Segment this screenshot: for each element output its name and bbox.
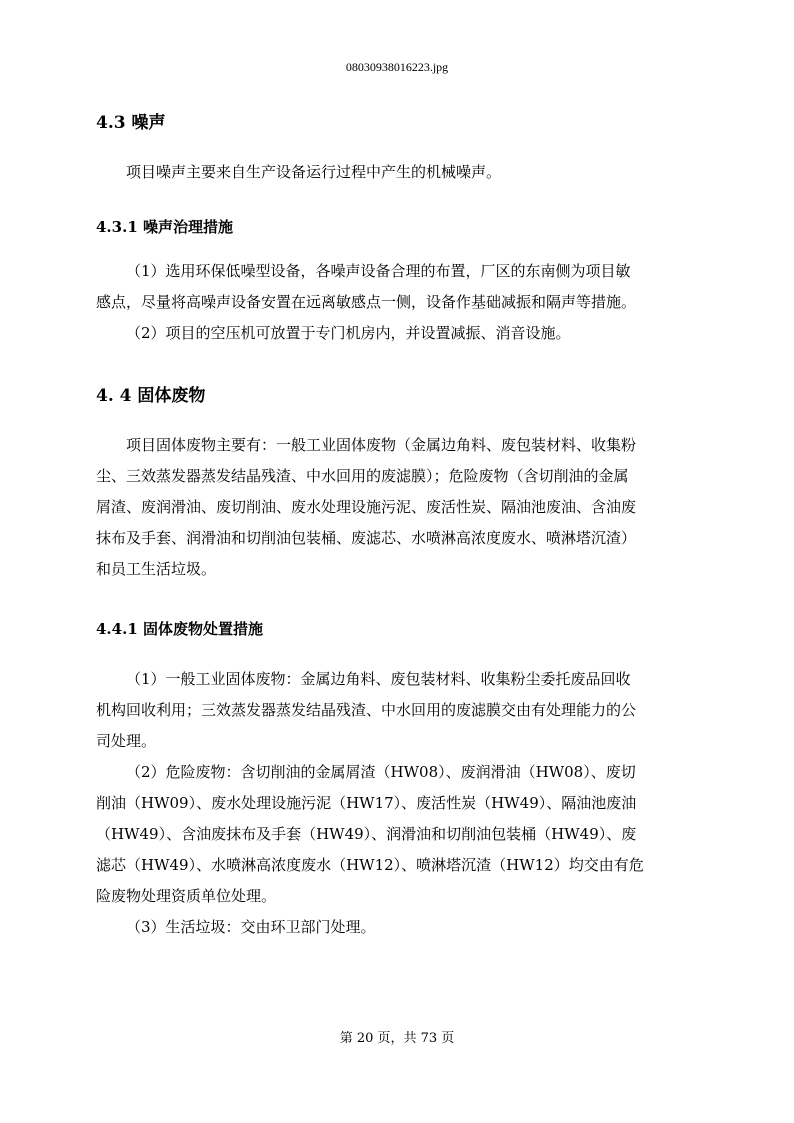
text-line: 滤芯（HW49）、水喷淋高浓度废水（HW12）、喷淋塔沉渣（HW12）均交由有危 — [96, 856, 644, 874]
file-name-header: 08030938016223.jpg — [345, 60, 449, 74]
text-line: 司处理。 — [96, 732, 157, 750]
text-line: 感点，尽量将高噪声设备安置在远离敏感点一侧，设备作基础减振和隔声等措施。 — [96, 293, 637, 311]
text-line: （2）危险废物：含切削油的金属屑渣（HW08）、废润滑油（HW08）、废切 — [126, 763, 636, 781]
page-number-footer: 第 20 页，共 73 页 — [339, 1031, 455, 1046]
text-line: （1）一般工业固体废物：金属边角料、废包装材料、收集粉尘委托废品回收 — [126, 670, 631, 688]
text-line: 尘、三效蒸发器蒸发结晶残渣、中水回用的废滤膜）；危险废物（含切削油的金属 — [96, 467, 629, 485]
text-line: 抹布及手套、润滑油和切削油包装桶、废滤芯、水喷淋高浓度废水、喷淋塔沉渣） — [96, 529, 637, 547]
paragraph-solid-waste-disposal — [96, 664, 700, 943]
text-line: 削油（HW09）、废水处理设施污泥（HW17）、废活性炭（HW49）、隔油池废油 — [96, 794, 637, 812]
text-line: 项目固体废物主要有：一般工业固体废物（金属边角料、废包装材料、收集粉 — [126, 436, 637, 454]
section-heading-4-4-1: 4.4.1 固体废物处置措施 — [96, 620, 263, 638]
section-heading-4-4: 4. 4 固体废物 — [96, 386, 206, 406]
section-heading-4-3: 4.3 噪声 — [96, 113, 166, 133]
text-line: （2）项目的空压机可放置于专门机房内，并设置减振、消音设施。 — [126, 324, 571, 342]
text-line: 项目噪声主要来自生产设备运行过程中产生的机械噪声。 — [126, 163, 502, 181]
text-line: 机构回收利用；三效蒸发器蒸发结晶残渣、中水回用的废滤膜交由有处理能力的公 — [96, 701, 637, 719]
paragraph-noise-intro — [96, 157, 700, 188]
text-line: 屑渣、废润滑油、废切削油、废水处理设施污泥、废活性炭、隔油池废油、含油废 — [96, 498, 637, 516]
section-heading-4-3-1: 4.3.1 噪声治理措施 — [96, 218, 233, 236]
text-line: （1）选用环保低噪型设备，各噪声设备合理的布置，厂区的东南侧为项目敏 — [126, 262, 631, 280]
text-line: （3）生活垃圾：交由环卫部门处理。 — [126, 918, 376, 936]
paragraph-noise-measure-1 — [96, 256, 700, 349]
text-line: （HW49）、含油废抹布及手套（HW49）、润滑油和切削油包装桶（HW49）、废 — [96, 825, 637, 843]
paragraph-solid-waste-intro — [96, 430, 700, 585]
text-line: 和员工生活垃圾。 — [96, 560, 217, 578]
text-line: 险废物处理资质单位处理。 — [96, 887, 277, 905]
